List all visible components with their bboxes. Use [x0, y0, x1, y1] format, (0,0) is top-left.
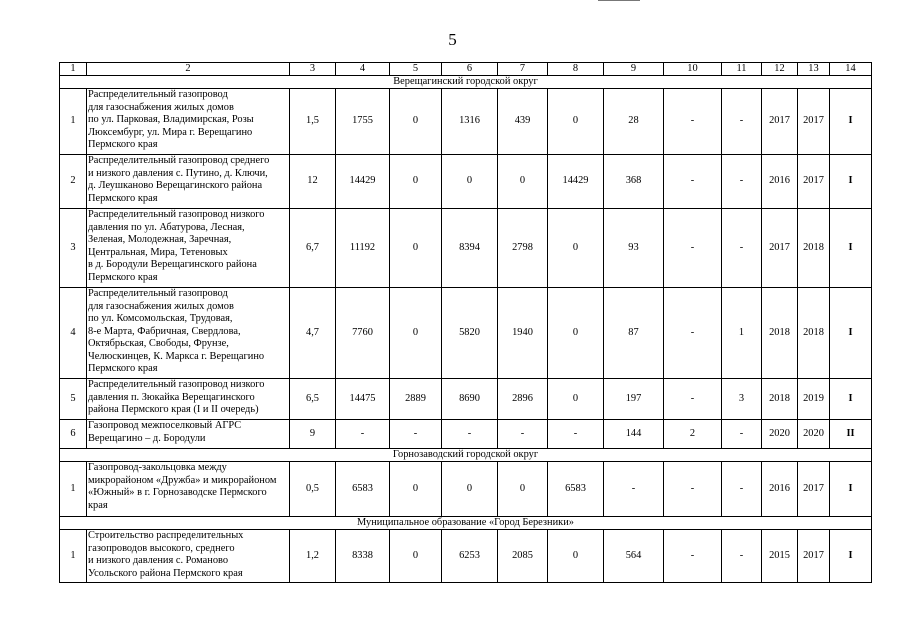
column-header-3: 3	[290, 63, 336, 76]
value-cell-col-10: -	[664, 379, 722, 420]
value-cell-col-9: 564	[604, 530, 664, 583]
section-title: Муниципальное образование «Город Березники»	[60, 517, 872, 530]
object-name-line: района Пермского края (I и II очередь)	[88, 404, 259, 415]
value-cell-col-14: I	[830, 288, 872, 379]
object-name	[87, 379, 290, 420]
value-cell-col-8: 0	[548, 530, 604, 583]
object-name-line: Газопровод-закольцовка между	[88, 462, 227, 473]
object-name-line: Пермского края	[88, 192, 158, 204]
value-cell-col-3: 1,2	[290, 530, 336, 583]
object-name-line: давления по ул. Абатурова, Лесная,	[88, 221, 245, 233]
value-cell-col-14: I	[830, 379, 872, 420]
table-row	[60, 155, 872, 209]
column-header-2: 2	[87, 63, 290, 76]
value-cell-col-7: 2798	[498, 209, 548, 288]
value-cell-col-3: 4,7	[290, 288, 336, 379]
column-header-4: 4	[336, 63, 390, 76]
object-name-line: Пермского края	[88, 139, 158, 150]
gasification-table	[59, 62, 872, 583]
table-row	[60, 462, 872, 517]
object-name-line: Строительство распределительных	[88, 530, 244, 541]
column-header-6: 6	[442, 63, 498, 76]
object-name-line: Распределительный газопровод низкого	[88, 209, 265, 220]
object-name-line: в д. Бородули Верещагинского района	[88, 259, 257, 270]
value-cell-col-7: 0	[498, 155, 548, 209]
object-name-line: Распределительный газопровод	[88, 288, 228, 299]
value-cell-col-6: 8394	[442, 209, 498, 288]
table-row	[60, 209, 872, 288]
column-header-13: 13	[798, 63, 830, 76]
value-cell-col-13: 2017	[798, 530, 830, 583]
object-name-line: Газопровод межпоселковый АГРС	[88, 420, 242, 431]
value-cell-col-7: 2896	[498, 379, 548, 420]
value-cell-col-10: -	[664, 89, 722, 155]
value-cell-col-8: 0	[548, 379, 604, 420]
row-number: 4	[60, 288, 87, 379]
value-cell-col-6: 6253	[442, 530, 498, 583]
value-cell-col-10: -	[664, 209, 722, 288]
value-cell-col-9: 87	[604, 288, 664, 379]
value-cell-col-5: 2889	[390, 379, 442, 420]
value-cell-col-11: -	[722, 209, 762, 288]
header-row	[60, 63, 872, 76]
column-header-7: 7	[498, 63, 548, 76]
object-name-line: д. Леушканово Верещагинского района	[88, 180, 263, 191]
value-cell-col-12: 2018	[762, 379, 798, 420]
table-row	[60, 420, 872, 449]
value-cell-col-11: -	[722, 530, 762, 583]
object-name-line: Зеленая, Молодежная, Заречная,	[88, 234, 232, 245]
column-header-10: 10	[664, 63, 722, 76]
row-number: 5	[60, 379, 87, 420]
value-cell-col-10: 2	[664, 420, 722, 449]
value-cell-col-14: I	[830, 209, 872, 288]
row-number: 2	[60, 155, 87, 209]
value-cell-col-9: -	[604, 462, 664, 517]
value-cell-col-10: -	[664, 288, 722, 379]
section-row	[60, 517, 872, 530]
value-cell-col-4: 8338	[336, 530, 390, 583]
value-cell-col-5: -	[390, 420, 442, 449]
value-cell-col-5: 0	[390, 462, 442, 517]
object-name-line: давления п. Зюкайка Верещагинского	[88, 391, 255, 403]
table-row	[60, 288, 872, 379]
column-header-12: 12	[762, 63, 798, 76]
object-name-line: края	[88, 499, 108, 511]
value-cell-col-10: -	[664, 530, 722, 583]
column-header-1: 1	[60, 63, 87, 76]
value-cell-col-8: 6583	[548, 462, 604, 517]
object-name	[87, 530, 290, 583]
value-cell-col-4: 6583	[336, 462, 390, 517]
object-name-line: 8-е Марта, Фабричная, Свердлова,	[88, 325, 241, 337]
object-name-line: по ул. Комсомольская, Трудовая,	[88, 313, 233, 324]
value-cell-col-13: 2018	[798, 209, 830, 288]
value-cell-col-7: 0	[498, 462, 548, 517]
section-title: Верещагинский городской округ	[60, 76, 872, 89]
table-row	[60, 379, 872, 420]
value-cell-col-12: 2017	[762, 209, 798, 288]
column-header-11: 11	[722, 63, 762, 76]
object-name	[87, 155, 290, 209]
value-cell-col-3: 1,5	[290, 89, 336, 155]
value-cell-col-13: 2017	[798, 89, 830, 155]
row-number: 1	[60, 89, 87, 155]
object-name-line: для газоснабжения жилых домов	[88, 300, 234, 312]
value-cell-col-9: 197	[604, 379, 664, 420]
object-name	[87, 420, 290, 449]
value-cell-col-14: I	[830, 155, 872, 209]
object-name-line: и низкого давления с. Романово	[88, 555, 229, 566]
value-cell-col-10: -	[664, 155, 722, 209]
value-cell-col-13: 2018	[798, 288, 830, 379]
column-header-8: 8	[548, 63, 604, 76]
value-cell-col-8: 0	[548, 89, 604, 155]
value-cell-col-14: I	[830, 530, 872, 583]
section-row	[60, 449, 872, 462]
value-cell-col-9: 93	[604, 209, 664, 288]
value-cell-col-11: -	[722, 462, 762, 517]
section-row	[60, 76, 872, 89]
row-number: 3	[60, 209, 87, 288]
value-cell-col-13: 2020	[798, 420, 830, 449]
value-cell-col-12: 2017	[762, 89, 798, 155]
column-header-14: 14	[830, 63, 872, 76]
object-name-line: Распределительный газопровод	[88, 89, 228, 100]
value-cell-col-3: 6,5	[290, 379, 336, 420]
object-name-line: микрорайоном «Дружба» и микрорайоном	[88, 474, 277, 486]
row-number: 1	[60, 530, 87, 583]
object-name-line: для газоснабжения жилых домов	[88, 101, 234, 113]
value-cell-col-12: 2016	[762, 462, 798, 517]
object-name	[87, 209, 290, 288]
page-number: 5	[448, 30, 457, 49]
value-cell-col-4: 7760	[336, 288, 390, 379]
object-name-line: Распределительный газопровод низкого	[88, 379, 265, 390]
value-cell-col-7: 2085	[498, 530, 548, 583]
value-cell-col-5: 0	[390, 155, 442, 209]
table-row	[60, 89, 872, 155]
row-number: 6	[60, 420, 87, 449]
value-cell-col-6: 5820	[442, 288, 498, 379]
value-cell-col-4: 14429	[336, 155, 390, 209]
value-cell-col-11: 1	[722, 288, 762, 379]
value-cell-col-12: 2020	[762, 420, 798, 449]
value-cell-col-12: 2018	[762, 288, 798, 379]
value-cell-col-7: 1940	[498, 288, 548, 379]
value-cell-col-13: 2017	[798, 155, 830, 209]
value-cell-col-10: -	[664, 462, 722, 517]
value-cell-col-3: 6,7	[290, 209, 336, 288]
object-name-line: Верещагино – д. Бородули	[88, 432, 206, 444]
value-cell-col-6: 0	[442, 155, 498, 209]
value-cell-col-11: -	[722, 420, 762, 449]
object-name-line: Усольского района Пермского края	[88, 567, 243, 579]
object-name-line: Пермского края	[88, 363, 158, 374]
value-cell-col-7: 439	[498, 89, 548, 155]
object-name	[87, 89, 290, 155]
object-name-line: по ул. Парковая, Владимирская, Розы	[88, 114, 254, 125]
value-cell-col-11: 3	[722, 379, 762, 420]
value-cell-col-3: 9	[290, 420, 336, 449]
value-cell-col-4: 1755	[336, 89, 390, 155]
value-cell-col-6: -	[442, 420, 498, 449]
column-header-5: 5	[390, 63, 442, 76]
value-cell-col-6: 1316	[442, 89, 498, 155]
value-cell-col-11: -	[722, 155, 762, 209]
object-name-line: Распределительный газопровод среднего	[88, 155, 270, 166]
value-cell-col-4: 14475	[336, 379, 390, 420]
column-header-9: 9	[604, 63, 664, 76]
value-cell-col-6: 8690	[442, 379, 498, 420]
value-cell-col-3: 12	[290, 155, 336, 209]
value-cell-col-11: -	[722, 89, 762, 155]
object-name-line: Центральная, Мира, Тетеновых	[88, 246, 228, 258]
value-cell-col-9: 368	[604, 155, 664, 209]
top-edge-line	[598, 0, 640, 1]
value-cell-col-8: 0	[548, 288, 604, 379]
value-cell-col-9: 144	[604, 420, 664, 449]
object-name-line: газопроводов высокого, среднего	[88, 542, 235, 554]
value-cell-col-8: -	[548, 420, 604, 449]
value-cell-col-7: -	[498, 420, 548, 449]
section-title: Горнозаводский городской округ	[60, 449, 872, 462]
value-cell-col-14: I	[830, 89, 872, 155]
value-cell-col-8: 0	[548, 209, 604, 288]
value-cell-col-5: 0	[390, 530, 442, 583]
object-name	[87, 462, 290, 517]
row-number: 1	[60, 462, 87, 517]
value-cell-col-14: II	[830, 420, 872, 449]
value-cell-col-9: 28	[604, 89, 664, 155]
value-cell-col-5: 0	[390, 89, 442, 155]
object-name-line: и низкого давления с. Путино, д. Ключи,	[88, 167, 268, 179]
value-cell-col-13: 2019	[798, 379, 830, 420]
object-name-line: Люксембург, ул. Мира г. Верещагино	[88, 126, 253, 138]
value-cell-col-5: 0	[390, 209, 442, 288]
value-cell-col-14: I	[830, 462, 872, 517]
value-cell-col-4: 11192	[336, 209, 390, 288]
value-cell-col-5: 0	[390, 288, 442, 379]
object-name-line: Челюскинцев, К. Маркса г. Верещагино	[88, 350, 265, 362]
object-name-line: «Южный» в г. Горнозаводске Пермского	[88, 487, 267, 498]
value-cell-col-13: 2017	[798, 462, 830, 517]
object-name-line: Октябрьская, Свободы, Фрунзе,	[88, 338, 229, 349]
value-cell-col-8: 14429	[548, 155, 604, 209]
value-cell-col-4: -	[336, 420, 390, 449]
value-cell-col-12: 2015	[762, 530, 798, 583]
object-name-line: Пермского края	[88, 271, 158, 283]
value-cell-col-6: 0	[442, 462, 498, 517]
value-cell-col-12: 2016	[762, 155, 798, 209]
object-name	[87, 288, 290, 379]
table-row	[60, 530, 872, 583]
value-cell-col-3: 0,5	[290, 462, 336, 517]
